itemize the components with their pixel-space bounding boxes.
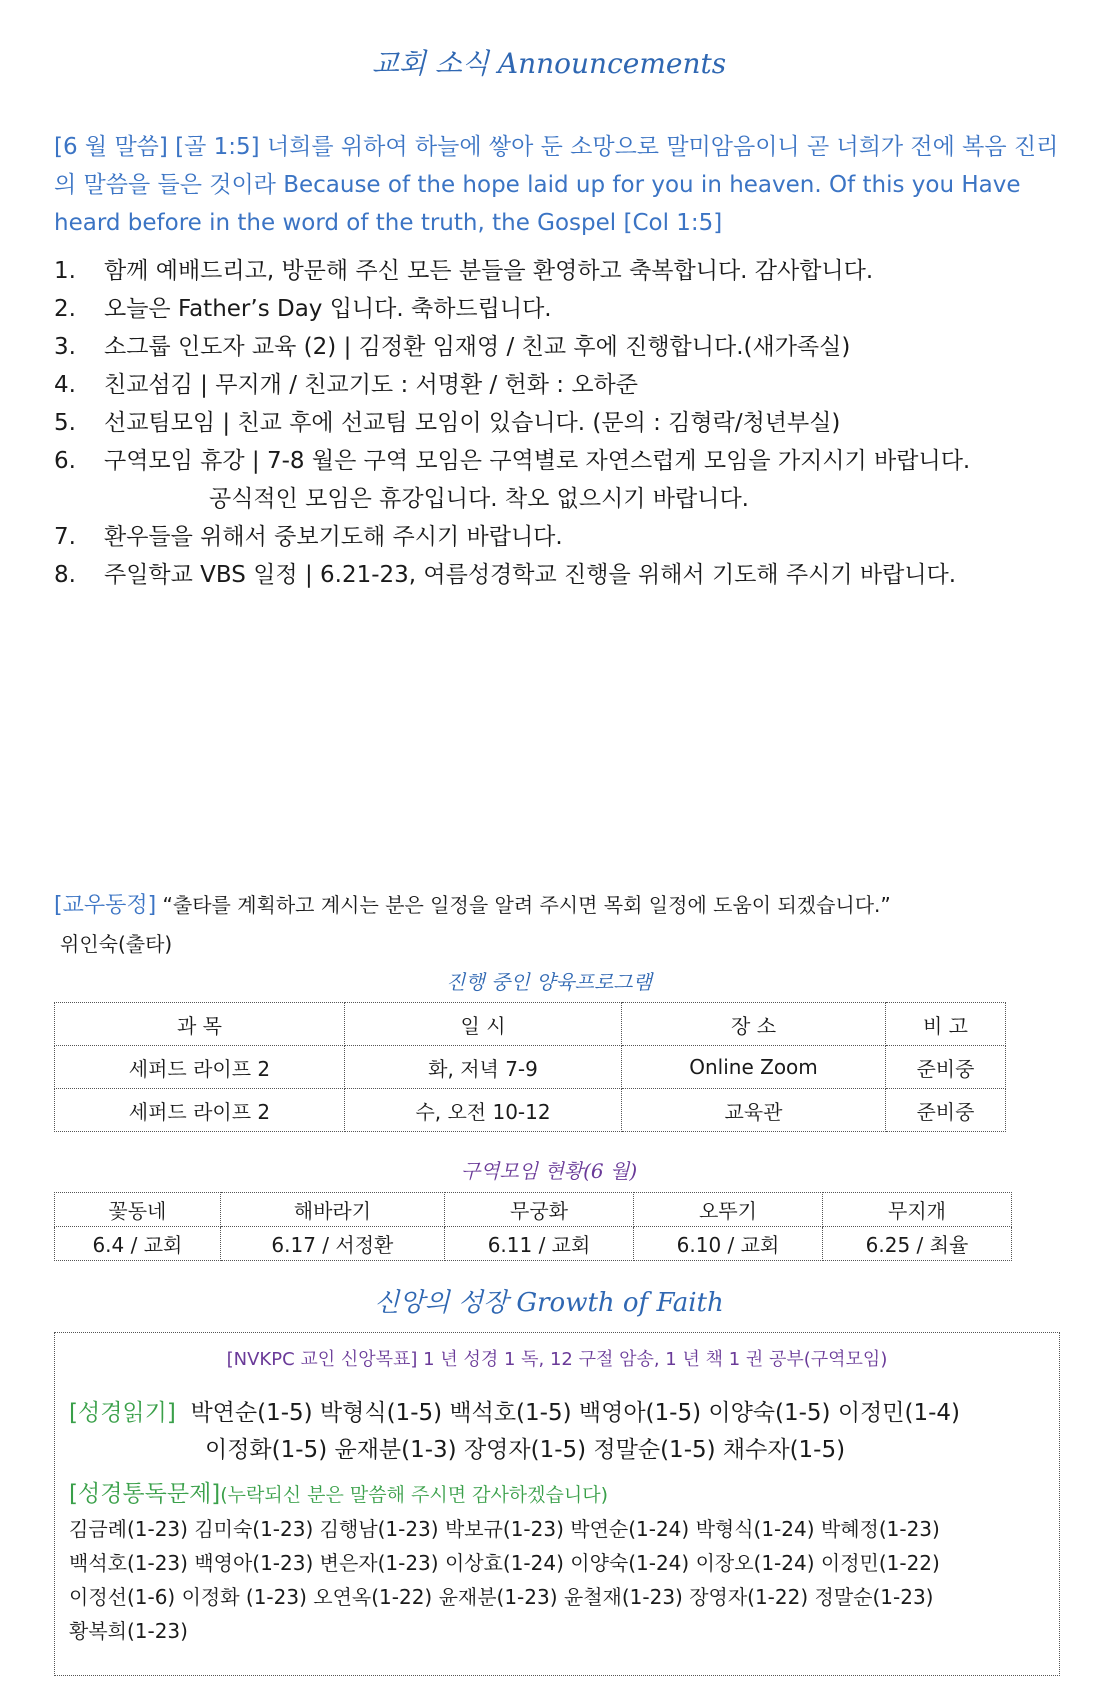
bible-reading	[69, 1395, 1049, 1469]
item-text: 소그룹 인도자 교육 (2) | 김정환 임재영 / 친교 후에 진행합니다.(새가족실)	[104, 334, 851, 360]
table-cell: Online Zoom	[622, 1046, 886, 1089]
list-item	[54, 518, 1064, 556]
table-row	[55, 1227, 1012, 1261]
program-title: 진행 중인 양육프로그램	[446, 970, 652, 994]
growth-box	[54, 1332, 1060, 1676]
member-news-text: “출타를 계획하고 계시는 분은 일정을 알려 주시면 목회 일정에 도움이 되겠습니다.”	[162, 893, 891, 917]
table-header-row	[55, 1003, 1006, 1046]
item-text: 선교팀모임 | 친교 후에 선교팀 모임이 있습니다. (문의 : 김형락/청년부실)	[104, 410, 841, 436]
item-number: 1.	[54, 258, 76, 284]
item-subtext: 공식적인 모임은 휴강입니다. 착오 없으시기 바랍니다.	[209, 486, 749, 512]
program-table	[54, 1002, 1006, 1132]
member-news	[54, 890, 1054, 959]
bible-quiz-line: 이정선(1-6) 이정화 (1-23) 오연옥(1-22) 윤재분(1-23) 윤철재(1-23) 장영자(1-22) 정말순(1-23)	[69, 1585, 934, 1609]
bible-quiz-line: 황복희(1-23)	[69, 1619, 188, 1643]
item-number: 3.	[54, 334, 76, 360]
item-number: 6.	[54, 448, 76, 474]
bible-reading-line: 박연순(1-5) 박형식(1-5) 백석호(1-5) 백영아(1-5) 이양숙(1-5) 이정민(1-4)	[190, 1400, 961, 1426]
district-table	[54, 1192, 1012, 1261]
table-cell: 교육관	[622, 1089, 886, 1132]
item-text: 친교섬김 | 무지개 / 친교기도 : 서명환 / 헌화 : 오하준	[104, 372, 638, 398]
table-cell: 6.17 / 서정환	[220, 1227, 444, 1261]
table-cell: 6.25 / 최율	[822, 1227, 1011, 1261]
item-number: 8.	[54, 562, 76, 588]
bible-reading-tag: [성경읽기]	[69, 1400, 176, 1426]
member-news-tag: [교우동정]	[54, 893, 157, 918]
table-cell: 6.11 / 교회	[445, 1227, 634, 1261]
table-header: 장 소	[622, 1003, 886, 1046]
page-title: 교회 소식 Announcements	[371, 47, 727, 80]
list-item	[54, 252, 1064, 290]
table-header-row	[55, 1193, 1012, 1227]
bible-quiz-note: (누락되신 분은 말씀해 주시면 감사하겠습니다)	[220, 1484, 608, 1506]
table-cell: 6.4 / 교회	[55, 1227, 221, 1261]
member-news-name: 위인숙(출타)	[60, 932, 173, 956]
table-header: 꽃동네	[55, 1193, 221, 1227]
item-number: 4.	[54, 372, 76, 398]
item-text: 함께 예배드리고, 방문해 주신 모든 분들을 환영하고 축복합니다. 감사합니다.	[104, 258, 874, 284]
table-header: 비 고	[885, 1003, 1005, 1046]
item-number: 5.	[54, 410, 76, 436]
table-cell: 화, 저녁 7-9	[344, 1046, 621, 1089]
item-text: 환우들을 위해서 중보기도해 주시기 바랍니다.	[104, 524, 563, 550]
item-text: 오늘은 Father’s Day 입니다. 축하드립니다.	[104, 296, 552, 322]
list-item	[54, 404, 1064, 442]
announcement-list	[54, 252, 1064, 594]
table-header: 오뚜기	[634, 1193, 823, 1227]
item-number: 7.	[54, 524, 76, 550]
table-row	[55, 1046, 1006, 1089]
table-cell: 6.10 / 교회	[634, 1227, 823, 1261]
table-cell: 수, 오전 10-12	[344, 1089, 621, 1132]
list-item	[54, 366, 1064, 404]
table-header: 과 목	[55, 1003, 345, 1046]
table-cell: 세퍼드 라이프 2	[55, 1089, 345, 1132]
table-header: 무궁화	[445, 1193, 634, 1227]
table-header: 해바라기	[220, 1193, 444, 1227]
bible-quiz-line: 백석호(1-23) 백영아(1-23) 변은자(1-23) 이상효(1-24) 이양숙(1-24) 이장오(1-24) 이정민(1-22)	[69, 1551, 940, 1575]
table-cell: 준비중	[885, 1046, 1005, 1089]
district-title: 구역모임 현황(6 월)	[460, 1159, 638, 1183]
list-item	[54, 328, 1064, 366]
bible-reading-line: 이정화(1-5) 윤재분(1-3) 장영자(1-5) 정말순(1-5) 채수자(1-5)	[205, 1437, 846, 1463]
bible-quiz	[69, 1477, 1049, 1648]
item-text: 구역모임 휴강 | 7-8 월은 구역 모임은 구역별로 자연스럽게 모임을 가지시기 바랍니다.	[104, 448, 971, 474]
table-header: 무지개	[822, 1193, 1011, 1227]
faith-goal: [NVKPC 교인 신앙목표] 1 년 성경 1 독, 12 구절 암송, 1 년 책 1 권 공부(구역모임)	[226, 1349, 888, 1370]
list-item	[54, 290, 1064, 328]
table-cell: 준비중	[885, 1089, 1005, 1132]
bible-quiz-tag: [성경통독문제]	[69, 1481, 221, 1507]
item-text: 주일학교 VBS 일정 | 6.21-23, 여름성경학교 진행을 위해서 기도해 주시기 바랍니다.	[104, 562, 957, 588]
growth-title: 신앙의 성장 Growth of Faith	[374, 1288, 724, 1318]
list-item	[54, 442, 1064, 518]
list-item	[54, 556, 1064, 594]
table-row	[55, 1089, 1006, 1132]
table-cell: 세퍼드 라이프 2	[55, 1046, 345, 1089]
table-header: 일 시	[344, 1003, 621, 1046]
monthly-verse: [6 월 말씀] [골 1:5] 너희를 위하여 하늘에 쌓아 둔 소망으로 말미암음이니 곧 너희가 전에 복음 진리의 말씀을 들은 것이라 Because of the hope laid up for you in heaven. Of this you Have heard before in the word of the truth, the Gospel [Col 1:5]	[54, 134, 1059, 236]
item-number: 2.	[54, 296, 76, 322]
bible-quiz-line: 김금례(1-23) 김미숙(1-23) 김행남(1-23) 박보규(1-23) 박연순(1-24) 박형식(1-24) 박혜정(1-23)	[69, 1517, 940, 1541]
